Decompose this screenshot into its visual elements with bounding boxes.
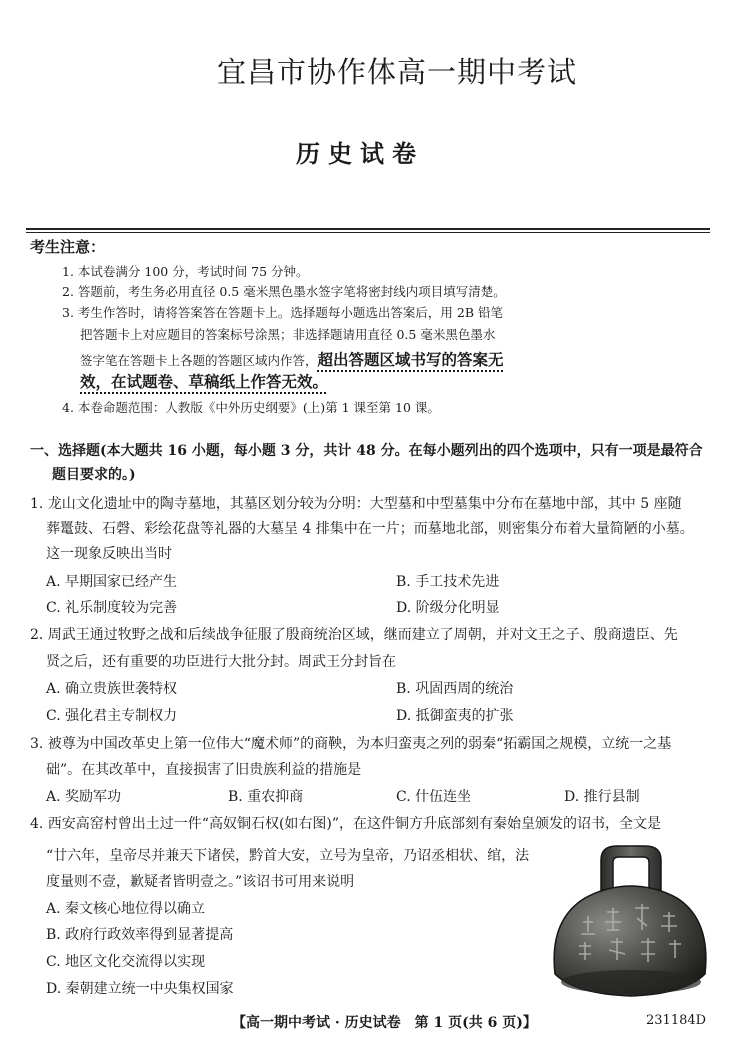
notice-title: 考生注意：: [30, 238, 106, 256]
q1-option-b: B. 手工技术先进: [396, 574, 500, 590]
q1-stem-line-1: 1. 龙山文化遗址中的陶寺墓地，其墓区划分较为分明：大型墓和中型墓集中分布在墓地中部，其中 5 座随: [30, 496, 682, 512]
notice-item-2: 2. 答题前，考生务必用直径 0.5 毫米黑色墨水签字笔将密封线内项目填写清楚。: [62, 284, 506, 299]
header-divider-thick: [26, 228, 710, 230]
section-heading-line-1: 一、选择题(本大题共 16 小题，每小题 3 分，共计 48 分。在每小题列出的四个选项中，只有一项是最符合: [30, 443, 703, 459]
footer-page-label: 【高一期中考试 · 历史试卷 第 1 页(共 6 页)】: [232, 1015, 537, 1031]
q2-option-b: B. 巩固西周的统治: [396, 681, 514, 697]
q4-option-a: A. 秦文核心地位得以确立: [46, 901, 206, 917]
q1-stem-line-3: 这一现象反映出当时: [46, 546, 172, 562]
q3-option-b: B. 重农抑商: [228, 789, 304, 805]
q3-stem-line-2: 础”。在其改革中，直接损害了旧贵族利益的措施是: [46, 762, 362, 778]
q4-option-c: C. 地区文化交流得以实现: [46, 954, 206, 970]
q2-stem-line-1: 2. 周武王通过牧野之战和后续战争征服了殷商统治区域，继而建立了周朝，并对文王之子、殷商遗臣、先: [30, 627, 678, 643]
q3-stem-line-1: 3. 被尊为中国改革史上第一位伟大“魔术师”的商鞅，为本归蛮夷之列的弱秦“拓霸国之规模，立统一之基: [30, 736, 672, 752]
q3-option-c: C. 什伍连坐: [396, 789, 472, 805]
q2-stem-line-2: 贤之后，还有重要的功臣进行大批分封。周武王分封旨在: [46, 654, 396, 670]
notice-item-3-line-2: 把答题卡上对应题目的答案标号涂黑；非选择题请用直径 0.5 毫米黑色墨水: [80, 327, 496, 342]
notice-item-4: 4. 本卷命题范围：人教版《中外历史纲要》(上)第 1 课至第 10 课。: [62, 400, 440, 415]
q4-option-d: D. 秦朝建立统一中央集权国家: [46, 981, 234, 997]
exam-title: 宜昌市协作体高一期中考试: [217, 55, 578, 89]
q2-option-a: A. 确立贵族世袭特权: [46, 681, 178, 697]
q3-option-d: D. 推行县制: [564, 789, 640, 805]
q2-option-d: D. 抵御蛮夷的扩张: [396, 708, 514, 724]
q4-option-b: B. 政府行政效率得到显著提高: [46, 927, 234, 943]
q4-stem-line-1: 4. 西安高窑村曾出土过一件“高奴铜石权(如右图)”，在这件铜方升底部刻有秦始皇颁发的诏书，全文是: [30, 816, 662, 832]
notice-emphasis-1: 超出答题区域书写的答案无: [317, 351, 504, 369]
notice-item-3-line-1: 3. 考生作答时，请将答案答在答题卡上。选择题每小题选出答案后，用 2B 铅笔: [62, 305, 503, 320]
footer-paper-code: 231184D: [646, 1013, 707, 1028]
q4-stem-line-3: 度量则不壹，歉疑者皆明壹之。”该诏书可用来说明: [46, 874, 355, 890]
notice-item-3-line-3: [80, 348, 504, 370]
q1-option-c: C. 礼乐制度较为完善: [46, 600, 178, 616]
bronze-weight-image: [545, 842, 715, 1002]
q2-option-c: C. 强化君主专制权力: [46, 708, 178, 724]
section-heading-line-2: 题目要求的。): [52, 467, 136, 483]
notice-item-3-text: 签字笔在答题卡上各题的答题区域内作答，: [80, 353, 318, 368]
notice-item-1: 1. 本试卷满分 100 分，考试时间 75 分钟。: [62, 264, 309, 279]
q4-stem-line-2: “廿六年，皇帝尽并兼天下诸侯，黔首大安，立号为皇帝，乃诏丞相状、绾，法: [46, 848, 530, 864]
q1-stem-line-2: 葬鼍鼓、石磬、彩绘花盘等礼器的大墓呈 4 排集中在一片；而墓地北部，则密集分布着大量简陋的小墓。: [46, 521, 694, 537]
header-divider-thin: [26, 232, 710, 233]
q1-option-a: A. 早期国家已经产生: [46, 574, 178, 590]
notice-item-3-line-4: [80, 370, 328, 392]
notice-emphasis-2: 效，在试题卷、草稿纸上作答无效。: [80, 373, 329, 391]
q1-option-d: D. 阶级分化明显: [396, 600, 500, 616]
exam-subtitle: 历史试卷: [296, 139, 424, 168]
q3-option-a: A. 奖励军功: [46, 789, 122, 805]
